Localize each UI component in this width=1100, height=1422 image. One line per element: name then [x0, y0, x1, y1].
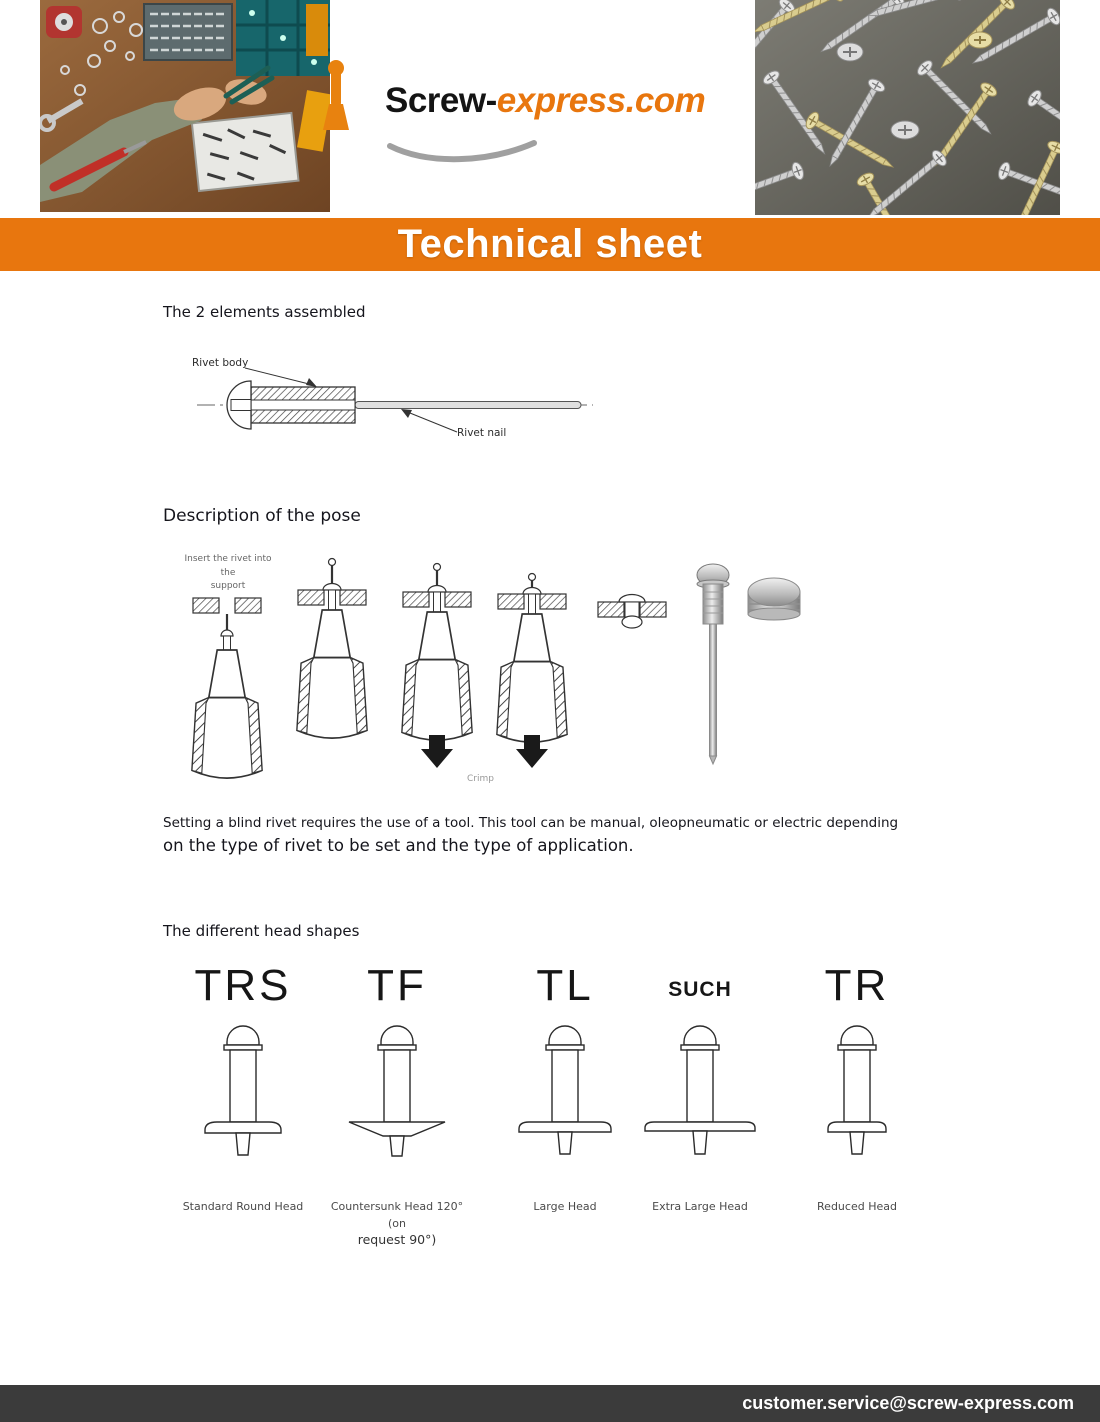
- workbench-photo: [40, 0, 330, 212]
- crimp-label: Crimp: [467, 774, 494, 784]
- mandrel-bore: [251, 400, 355, 410]
- head-code-tl: TL: [536, 961, 594, 1010]
- pose-step-4: [497, 574, 567, 769]
- head-diagram-tr: [797, 1018, 917, 1168]
- pose-step-2: [297, 559, 367, 739]
- head-caption-such: Extra Large Head: [652, 1200, 748, 1213]
- head-caption-trs: Standard Round Head: [182, 1200, 304, 1213]
- head-shape-tr: [782, 958, 932, 1216]
- tool-paragraph: [163, 815, 933, 855]
- orange-tool-graphic: [315, 58, 357, 138]
- screws-photo-graphic: [755, 0, 1060, 215]
- head-caption-tf: Countersunk Head 120° (on: [330, 1200, 464, 1230]
- rivet-nail-arrow: [405, 411, 457, 432]
- assembled-rivet-diagram: [195, 352, 595, 452]
- rivet-body-label: Rivet body: [192, 357, 249, 369]
- head-shape-tf: [322, 958, 472, 1247]
- banner: [0, 218, 1100, 271]
- logo-text-screw: Screw-: [385, 81, 497, 120]
- head-shape-such: [625, 958, 775, 1216]
- section-title-head-shapes: The different head shapes: [163, 922, 360, 940]
- insert-rivet-label: [178, 553, 278, 594]
- rivet-body-arrow: [245, 368, 313, 385]
- parts-tray: [192, 113, 299, 191]
- head-diagram-tf: [337, 1018, 457, 1168]
- footer-bar: [0, 1385, 1100, 1422]
- rivet-nail-label: Rivet nail: [457, 427, 507, 439]
- tool-paragraph-line2: on the type of rivet to be set and the type of application.: [163, 836, 634, 855]
- blind-rivet-photo: [697, 564, 729, 764]
- head-code-tf: TF: [367, 961, 427, 1010]
- head-shape-tl: [490, 958, 640, 1216]
- head-diagram-such: [640, 1018, 760, 1168]
- pose-step-3: [402, 564, 472, 769]
- rivet-nail-shaft: [355, 402, 581, 409]
- section-title-pose: Description of the pose: [163, 506, 361, 526]
- head-caption-tf-line2: request 90°): [357, 1232, 437, 1247]
- insert-rivet-label-line1: Insert the rivet into the: [184, 554, 272, 578]
- workbench-photo-graphic: [40, 0, 330, 212]
- head-code-tr: TR: [824, 961, 890, 1010]
- brand-logo: [385, 82, 730, 121]
- footer-email: customer.service@screw-express.com: [742, 1393, 1074, 1413]
- head-caption-tl: Large Head: [533, 1200, 597, 1213]
- logo-text-express: express.com: [496, 81, 706, 120]
- head-shape-trs: [168, 958, 318, 1216]
- logo-swoosh: [386, 140, 538, 166]
- head-caption-tr: Reduced Head: [817, 1200, 897, 1213]
- section-title-assembled: The 2 elements assembled: [163, 303, 366, 321]
- head-code-such: SUCH: [668, 978, 732, 1001]
- mandrel-head: [231, 400, 251, 411]
- screw-box: [144, 4, 232, 60]
- rivet-head-photo: [748, 578, 800, 620]
- tape-measure-icon: [46, 6, 82, 38]
- pose-step-1: [192, 598, 262, 778]
- head-code-trs: TRS: [194, 961, 292, 1010]
- head-diagram-tl: [505, 1018, 625, 1168]
- insert-rivet-label-line2: support: [210, 581, 246, 591]
- tool-paragraph-line1: Setting a blind rivet requires the use of a tool. This tool can be manual, oleopneumatic or electric depending: [163, 815, 899, 831]
- pose-step-5: [598, 595, 666, 629]
- head-diagram-trs: [183, 1018, 303, 1168]
- screws-photo: [755, 0, 1060, 215]
- banner-title: Technical sheet: [397, 222, 703, 266]
